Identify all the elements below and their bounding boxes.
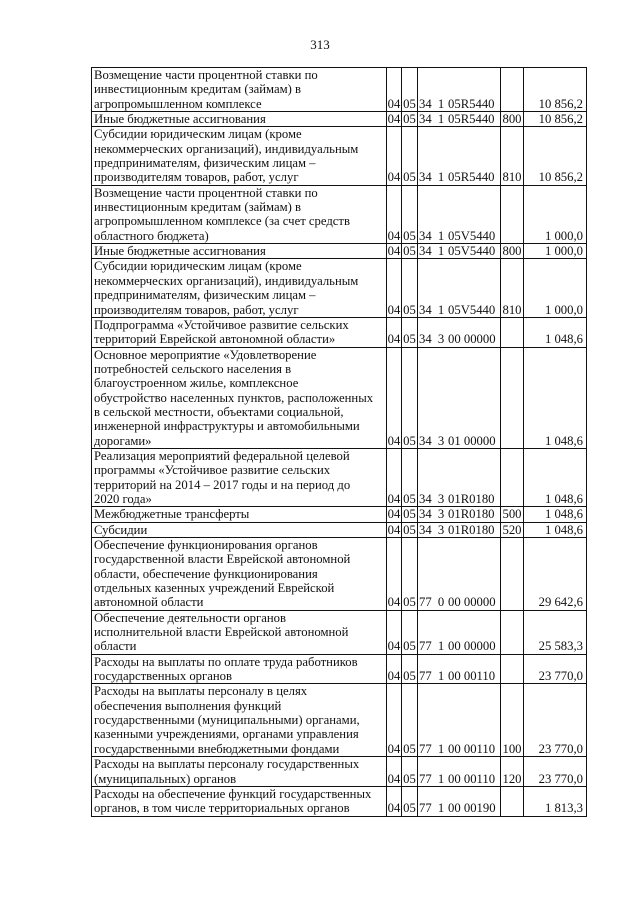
target-article-code [418, 127, 501, 185]
program-code: 77 [419, 639, 432, 654]
table-row [92, 347, 587, 448]
description-line: Расходы на выплаты по оплате труда работников [94, 654, 358, 669]
subprogram-code: 3 [437, 433, 445, 448]
target-article-code [418, 610, 501, 654]
subprogram-code: 1 [437, 741, 445, 756]
row-description [92, 684, 387, 757]
subsection-code: 05 [402, 610, 418, 654]
section-code: 04 [387, 448, 402, 506]
description-line: агропромышленном комплексе [94, 96, 262, 111]
section-code: 04 [387, 654, 402, 684]
row-description [92, 610, 387, 654]
description-line: области [94, 639, 137, 654]
subsection-code: 05 [403, 507, 416, 522]
description-line: государственных органов [94, 669, 232, 684]
direction-code: 05R5440 [448, 170, 495, 185]
subsection-code: 05 [403, 522, 416, 537]
expense-type-code: 800 [502, 244, 522, 259]
description-line: благоустроенном жилье, комплексное [94, 376, 299, 391]
description-line: отдельных казенных учреждений Еврейской [94, 581, 335, 596]
amount: 1 048,6 [524, 317, 587, 347]
amount: 10 856,2 [524, 112, 587, 127]
table-row [92, 786, 587, 816]
program-code: 77 [419, 741, 432, 756]
subprogram-code: 1 [437, 771, 445, 786]
section-code: 04 [387, 347, 402, 448]
description-line: Возмещение части процентной ставки по [94, 185, 318, 200]
description-line: органов, в том числе территориальных органов [94, 801, 350, 816]
row-description [92, 538, 387, 611]
description-line: инженерной инфраструктуры и автомобильными [94, 419, 360, 434]
row-description [92, 317, 387, 347]
subprogram-code: 1 [437, 112, 445, 127]
description-line: исполнительной власти Еврейской автономной [94, 625, 349, 640]
subprogram-code: 0 [437, 595, 445, 610]
direction-code: 00 00190 [448, 801, 496, 816]
subsection-code: 05 [402, 185, 418, 243]
expense-type-code [501, 68, 524, 112]
subsection-code: 05 [402, 68, 418, 112]
description-line: территорий на 2014 – 2017 годы и на период до [94, 477, 351, 492]
description-line: Возмещение части процентной ставки по [94, 68, 318, 82]
direction-code: 05R5440 [448, 112, 495, 127]
description-line: области, обеспечение функционирования [94, 566, 318, 581]
subprogram-code: 1 [437, 96, 445, 111]
description-line: государственной власти Еврейской автономной [94, 552, 351, 567]
amount: 23 770,0 [524, 684, 587, 757]
description-line: инвестиционным кредитам (займам) в [94, 82, 302, 97]
table-row [92, 610, 587, 654]
amount: 25 583,3 [524, 610, 587, 654]
subprogram-code: 3 [437, 507, 445, 522]
amount: 23 770,0 [524, 654, 587, 684]
description-line: агропромышленном комплексе (за счет средств [94, 214, 350, 229]
row-description [92, 347, 387, 448]
row-description [92, 185, 387, 243]
description-line: дорогами» [94, 433, 152, 448]
target-article-code [418, 654, 501, 684]
description-line: в сельской местности, объектами социальной, [94, 404, 344, 419]
program-code: 34 [419, 522, 432, 537]
direction-code: 05V5440 [448, 244, 496, 259]
description-line: производителям товаров, работ, услуг [94, 302, 299, 317]
subsection-code: 05 [402, 127, 418, 185]
subprogram-code: 3 [437, 522, 445, 537]
expense-type-code: 520 [502, 522, 522, 537]
target-article-code [418, 757, 501, 787]
direction-code: 00 00110 [448, 669, 496, 684]
section-code: 04 [387, 610, 402, 654]
direction-code: 05V5440 [448, 228, 496, 243]
description-line: предпринимателям, физическим лицам – [94, 288, 316, 303]
description-line: инвестиционным кредитам (займам) в [94, 200, 302, 215]
program-code: 34 [419, 170, 432, 185]
description-line: Субсидии юридическим лицам (кроме [94, 259, 302, 274]
direction-code: 00 00000 [448, 639, 496, 654]
row-description [92, 259, 387, 317]
row-description [92, 244, 387, 259]
target-article-code [418, 244, 501, 259]
direction-code: 00 00110 [448, 771, 496, 786]
section-code: 04 [387, 684, 402, 757]
program-code: 34 [419, 96, 432, 111]
section-code: 04 [387, 757, 402, 787]
section-code: 04 [387, 538, 402, 611]
table-row [92, 522, 587, 537]
direction-code: 00 00000 [448, 595, 496, 610]
row-description [92, 507, 387, 522]
description-line: производителям товаров, работ, услуг [94, 170, 299, 185]
subsection-code: 05 [402, 786, 418, 816]
description-line: (муниципальных) органов [94, 771, 237, 786]
amount: 10 856,2 [524, 68, 587, 112]
expense-type-code: 810 [501, 259, 524, 317]
row-description [92, 786, 387, 816]
direction-code: 05R5440 [448, 96, 495, 111]
row-description [92, 68, 387, 112]
description-line: Обеспечение функционирования органов [94, 538, 318, 552]
target-article-code [418, 684, 501, 757]
subsection-code: 05 [402, 538, 418, 611]
row-description [92, 522, 387, 537]
section-code: 04 [387, 127, 402, 185]
description-line: некоммерческих организаций), индивидуальным [94, 273, 359, 288]
description-line: государственными (муниципальными) органами, [94, 713, 360, 728]
section-code: 04 [387, 185, 402, 243]
expense-type-code [501, 786, 524, 816]
subprogram-code: 1 [437, 170, 445, 185]
program-code: 34 [419, 332, 432, 347]
table-row [92, 654, 587, 684]
description-line: областного бюджета) [94, 228, 209, 243]
description-line: программы «Устойчивое развитие сельских [94, 463, 331, 478]
subprogram-code: 1 [437, 302, 445, 317]
target-article-code [418, 786, 501, 816]
description-line: Иные бюджетные ассигнования [94, 244, 266, 259]
amount: 10 856,2 [524, 127, 587, 185]
table-row [92, 127, 587, 185]
description-line: Субсидии юридическим лицам (кроме [94, 127, 302, 142]
amount: 1 000,0 [524, 185, 587, 243]
table-row [92, 757, 587, 787]
amount: 1 048,6 [524, 507, 587, 522]
description-line: казенными учреждениями, органами управления [94, 727, 359, 742]
section-code: 04 [387, 259, 402, 317]
amount: 1 000,0 [524, 259, 587, 317]
subsection-code: 05 [403, 244, 416, 259]
table-row [92, 684, 587, 757]
program-code: 34 [419, 112, 432, 127]
target-article-code [418, 112, 501, 127]
description-line: Субсидии [94, 522, 148, 537]
table-row [92, 112, 587, 127]
amount: 29 642,6 [524, 538, 587, 611]
table-row [92, 538, 587, 611]
description-line: обеспечения выполнения функций [94, 698, 282, 713]
program-code: 34 [419, 507, 432, 522]
direction-code: 00 00110 [448, 741, 496, 756]
table-row [92, 259, 587, 317]
target-article-code [418, 347, 501, 448]
subsection-code: 05 [403, 112, 416, 127]
description-line: Расходы на обеспечение функций государственных [94, 786, 372, 801]
section-code: 04 [387, 112, 401, 127]
section-code: 04 [387, 786, 402, 816]
subprogram-code: 1 [437, 669, 445, 684]
description-line: Иные бюджетные ассигнования [94, 112, 266, 127]
description-line: некоммерческих организаций), индивидуальным [94, 141, 359, 156]
description-line: Обеспечение деятельности органов [94, 610, 286, 625]
target-article-code [418, 185, 501, 243]
section-code: 04 [387, 522, 401, 537]
description-line: Подпрограмма «Устойчивое развитие сельских [94, 317, 349, 332]
expense-type-code [501, 654, 524, 684]
subsection-code: 05 [402, 684, 418, 757]
direction-code: 01R0180 [448, 522, 495, 537]
description-line: автономной области [94, 595, 204, 610]
row-description [92, 448, 387, 506]
subprogram-code: 3 [437, 332, 445, 347]
direction-code: 05V5440 [448, 302, 496, 317]
amount: 1 048,6 [524, 347, 587, 448]
subprogram-code: 3 [437, 491, 445, 506]
program-code: 77 [419, 771, 432, 786]
target-article-code [418, 507, 501, 522]
expense-type-code: 800 [502, 112, 522, 127]
page-number: 313 [310, 37, 330, 52]
expense-type-code: 120 [501, 757, 524, 787]
amount: 1 048,6 [524, 522, 587, 537]
section-code: 04 [387, 244, 401, 259]
description-line: государственными внебюджетными фондами [94, 741, 340, 756]
program-code: 77 [419, 669, 432, 684]
row-description [92, 112, 387, 127]
subprogram-code: 1 [437, 244, 445, 259]
subprogram-code: 1 [437, 801, 445, 816]
description-line: предпринимателям, физическим лицам – [94, 156, 316, 171]
table-row [92, 68, 587, 112]
program-code: 77 [419, 801, 432, 816]
program-code: 34 [419, 228, 432, 243]
row-description [92, 757, 387, 787]
table-row [92, 317, 587, 347]
direction-code: 00 00000 [448, 332, 496, 347]
budget-table [91, 67, 587, 817]
subsection-code: 05 [402, 757, 418, 787]
expense-type-code [501, 538, 524, 611]
section-code: 04 [387, 507, 401, 522]
target-article-code [418, 448, 501, 506]
description-line: Расходы на выплаты персоналу государственных [94, 757, 360, 772]
section-code: 04 [387, 317, 402, 347]
description-line: потребностей сельского населения в [94, 361, 292, 376]
table-row [92, 185, 587, 243]
expense-type-code: 100 [501, 684, 524, 757]
program-code: 34 [419, 244, 432, 259]
description-line: Межбюджетные трансферты [94, 507, 250, 522]
subprogram-code: 1 [437, 639, 445, 654]
direction-code: 01R0180 [448, 507, 495, 522]
target-article-code [418, 259, 501, 317]
subsection-code: 05 [402, 654, 418, 684]
subprogram-code: 1 [437, 228, 445, 243]
amount: 1 000,0 [524, 244, 587, 259]
target-article-code [418, 538, 501, 611]
table-row [92, 507, 587, 522]
expense-type-code [501, 448, 524, 506]
direction-code: 01 00000 [448, 433, 496, 448]
program-code: 77 [419, 595, 432, 610]
program-code: 34 [419, 491, 432, 506]
budget-table-body [92, 68, 587, 817]
description-line: Основное мероприятие «Удовлетворение [94, 347, 317, 362]
target-article-code [418, 317, 501, 347]
subsection-code: 05 [402, 347, 418, 448]
description-line: обустройство населенных пунктов, расположенных [94, 390, 374, 405]
program-code: 34 [419, 433, 432, 448]
description-line: Расходы на выплаты персоналу в целях [94, 684, 308, 699]
subsection-code: 05 [402, 448, 418, 506]
amount: 1 048,6 [524, 448, 587, 506]
section-code: 04 [387, 68, 402, 112]
expense-type-code: 500 [502, 507, 522, 522]
target-article-code [418, 522, 501, 537]
subsection-code: 05 [402, 317, 418, 347]
expense-type-code [501, 347, 524, 448]
row-description [92, 654, 387, 684]
expense-type-code: 810 [501, 127, 524, 185]
expense-type-code [501, 610, 524, 654]
program-code: 34 [419, 302, 432, 317]
target-article-code [418, 68, 501, 112]
direction-code: 01R0180 [448, 491, 495, 506]
expense-type-code [501, 317, 524, 347]
description-line: территорий Еврейской автономной области» [94, 332, 336, 347]
amount: 23 770,0 [524, 757, 587, 787]
subsection-code: 05 [402, 259, 418, 317]
table-row [92, 244, 587, 259]
table-row [92, 448, 587, 506]
description-line: 2020 года» [94, 491, 152, 506]
description-line: Реализация мероприятий федеральной целевой [94, 448, 350, 463]
expense-type-code [501, 185, 524, 243]
row-description [92, 127, 387, 185]
amount: 1 813,3 [524, 786, 587, 816]
